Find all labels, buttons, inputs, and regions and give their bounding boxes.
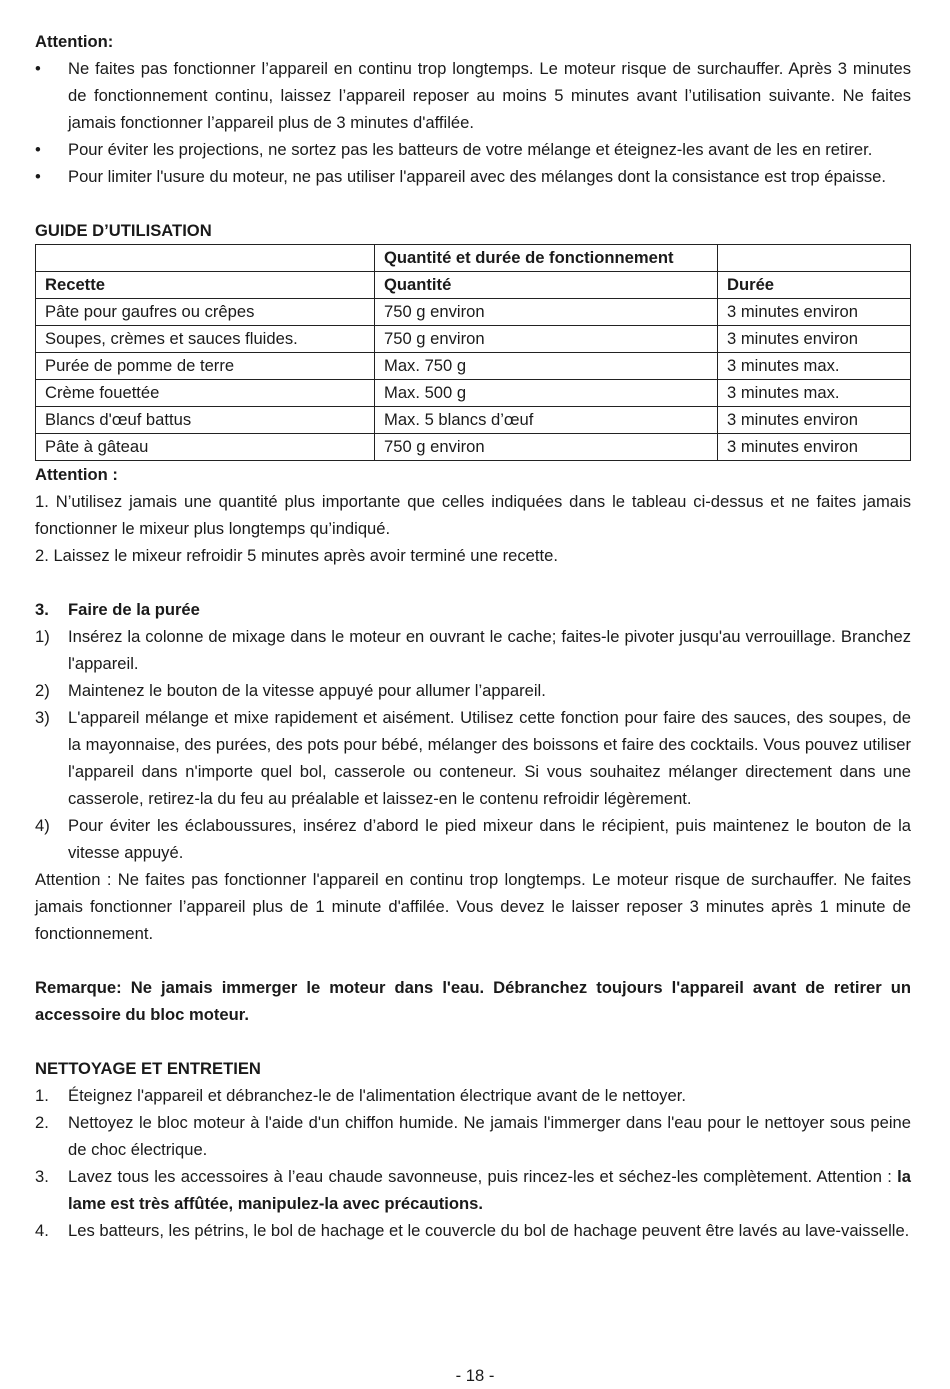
table-cell: Purée de pomme de terre xyxy=(36,353,375,380)
table-cell: 750 g environ xyxy=(375,326,718,353)
table-cell: 3 minutes max. xyxy=(718,380,911,407)
table-cell: Max. 500 g xyxy=(375,380,718,407)
table-row xyxy=(36,380,911,407)
column-header-duree: Durée xyxy=(718,272,911,299)
bullet-glyph: • xyxy=(35,167,41,186)
item-marker: 4. xyxy=(35,1221,49,1240)
table-row xyxy=(36,434,911,461)
item-text: Éteignez l'appareil et débranchez-le de l'alimentation électrique avant de le nettoyer. xyxy=(68,1086,686,1105)
table-cell: 3 minutes environ xyxy=(718,326,911,353)
step-text: Pour éviter les éclaboussures, insérez d’abord le pied mixeur dans le récipient, puis maintenez le bouton de la vitesse appuyé. xyxy=(68,816,911,862)
usage-table xyxy=(35,244,911,461)
step-marker: 4) xyxy=(35,816,50,835)
table-cell xyxy=(718,245,911,272)
bullet-item xyxy=(35,163,911,190)
remarque-note: Remarque: Ne jamais immerger le moteur dans l'eau. Débranchez toujours l'appareil avant de retirer un accessoire du bloc moteur. xyxy=(35,978,911,1024)
item-marker: 1. xyxy=(35,1086,49,1105)
table-cell xyxy=(36,245,375,272)
attention-heading: Attention : xyxy=(35,465,118,484)
item-marker: 3. xyxy=(35,1167,49,1186)
cleaning-heading: NETTOYAGE ET ENTRETIEN xyxy=(35,1059,261,1078)
table-cell: Max. 5 blancs d’œuf xyxy=(375,407,718,434)
item-bold-warning: la lame est très affûtée, manipulez-la avec précautions. xyxy=(68,1167,911,1213)
column-header-recette: Recette xyxy=(36,272,375,299)
cleaning-item xyxy=(35,1082,911,1109)
table-cell: Soupes, crèmes et sauces fluides. xyxy=(36,326,375,353)
table-row xyxy=(36,407,911,434)
cleaning-item xyxy=(35,1163,911,1217)
item-text: Nettoyez le bloc moteur à l'aide d'un chiffon humide. Ne jamais l'immerger dans l'eau pour le nettoyer sous peine de choc électrique. xyxy=(68,1113,911,1159)
table-cell: 750 g environ xyxy=(375,299,718,326)
table-row xyxy=(36,353,911,380)
step-item xyxy=(35,812,911,866)
step-marker: 3) xyxy=(35,708,50,727)
guide-heading: GUIDE D’UTILISATION xyxy=(35,221,212,240)
table-cell: Blancs d'œuf battus xyxy=(36,407,375,434)
puree-attention: Attention : Ne faites pas fonctionner l'appareil en continu trop longtemps. Le moteur risque de surchauffer. Ne faites jamais fonctionner l’appareil plus de 1 minute d'affilée. Vous devez le laisser reposer 3 minutes après 1 minute de fonctionnement. xyxy=(35,870,911,943)
manual-page xyxy=(35,28,911,1244)
table-cell: Pâte à gâteau xyxy=(36,434,375,461)
table-cell: 750 g environ xyxy=(375,434,718,461)
bullet-text: Ne faites pas fonctionner l’appareil en continu trop longtemps. Le moteur risque de surchauffer. Après 3 minutes de fonctionnement continu, laissez l’appareil reposer au moins 5 minutes avant l’utilisation suivante. Ne faites jamais fonctionner l’appareil plus de 3 minutes d'affilée. xyxy=(68,59,911,132)
bullet-text: Pour limiter l'usure du moteur, ne pas utiliser l'appareil avec des mélanges dont la consistance est trop épaisse. xyxy=(68,167,887,186)
table-row xyxy=(36,326,911,353)
step-marker: 1) xyxy=(35,627,50,646)
item-text: Les batteurs, les pétrins, le bol de hachage et le couvercle du bol de hachage peuvent être lavés au lave-vaisselle. xyxy=(68,1221,910,1240)
cleaning-item xyxy=(35,1217,911,1244)
table-cell: 3 minutes environ xyxy=(718,299,911,326)
column-header-quantite: Quantité xyxy=(375,272,718,299)
table-cell: 3 minutes environ xyxy=(718,434,911,461)
attention-line: 2. Laissez le mixeur refroidir 5 minutes après avoir terminé une recette. xyxy=(35,546,558,565)
step-text: Insérez la colonne de mixage dans le moteur en ouvrant le cache; faites-le pivoter jusqu'au verrouillage. Branchez l'appareil. xyxy=(68,627,911,673)
section-heading-puree xyxy=(35,596,911,623)
section-title: Faire de la purée xyxy=(68,600,200,619)
bullet-glyph: • xyxy=(35,59,41,78)
step-item xyxy=(35,677,911,704)
item-marker: 2. xyxy=(35,1113,49,1132)
step-text: L'appareil mélange et mixe rapidement et aisément. Utilisez cette fonction pour faire des sauces, des soupes, de la mayonnaise, des purées, des pots pour bébé, mélanger des boissons et faire des cocktails. Vous pouvez utiliser l'appareil dans n'importe quel bol, casserole ou conteneur. Si vous souhaitez mélanger directement dans une casserole, retirez-la du feu au préalable et laissez-en le contenu refroidir légèrement. xyxy=(68,708,911,808)
table-group-header: Quantité et durée de fonctionnement xyxy=(375,245,718,272)
cleaning-item xyxy=(35,1109,911,1163)
section-number: 3. xyxy=(35,600,49,619)
bullet-glyph: • xyxy=(35,140,41,159)
table-cell: Max. 750 g xyxy=(375,353,718,380)
table-cell: Crème fouettée xyxy=(36,380,375,407)
bullet-item xyxy=(35,55,911,136)
step-text: Maintenez le bouton de la vitesse appuyé pour allumer l’appareil. xyxy=(68,681,546,700)
table-cell: Pâte pour gaufres ou crêpes xyxy=(36,299,375,326)
table-group-header-row xyxy=(36,245,911,272)
step-item xyxy=(35,704,911,812)
attention-line: 1. N’utilisez jamais une quantité plus importante que celles indiquées dans le tableau ci-dessus et ne faites jamais fonctionner le mixeur plus longtemps qu’indiqué. xyxy=(35,492,911,538)
attention-heading: Attention: xyxy=(35,32,114,51)
table-header-row xyxy=(36,272,911,299)
step-marker: 2) xyxy=(35,681,50,700)
page-number: - 18 - xyxy=(455,1366,495,1385)
bullet-text: Pour éviter les projections, ne sortez pas les batteurs de votre mélange et éteignez-les avant de les en retirer. xyxy=(68,140,873,159)
table-cell: 3 minutes environ xyxy=(718,407,911,434)
bullet-item xyxy=(35,136,911,163)
item-text: Lavez tous les accessoires à l’eau chaude savonneuse, puis rincez-les et séchez-les complètement. Attention : xyxy=(68,1167,892,1186)
table-cell: 3 minutes max. xyxy=(718,353,911,380)
step-item xyxy=(35,623,911,677)
table-row xyxy=(36,299,911,326)
